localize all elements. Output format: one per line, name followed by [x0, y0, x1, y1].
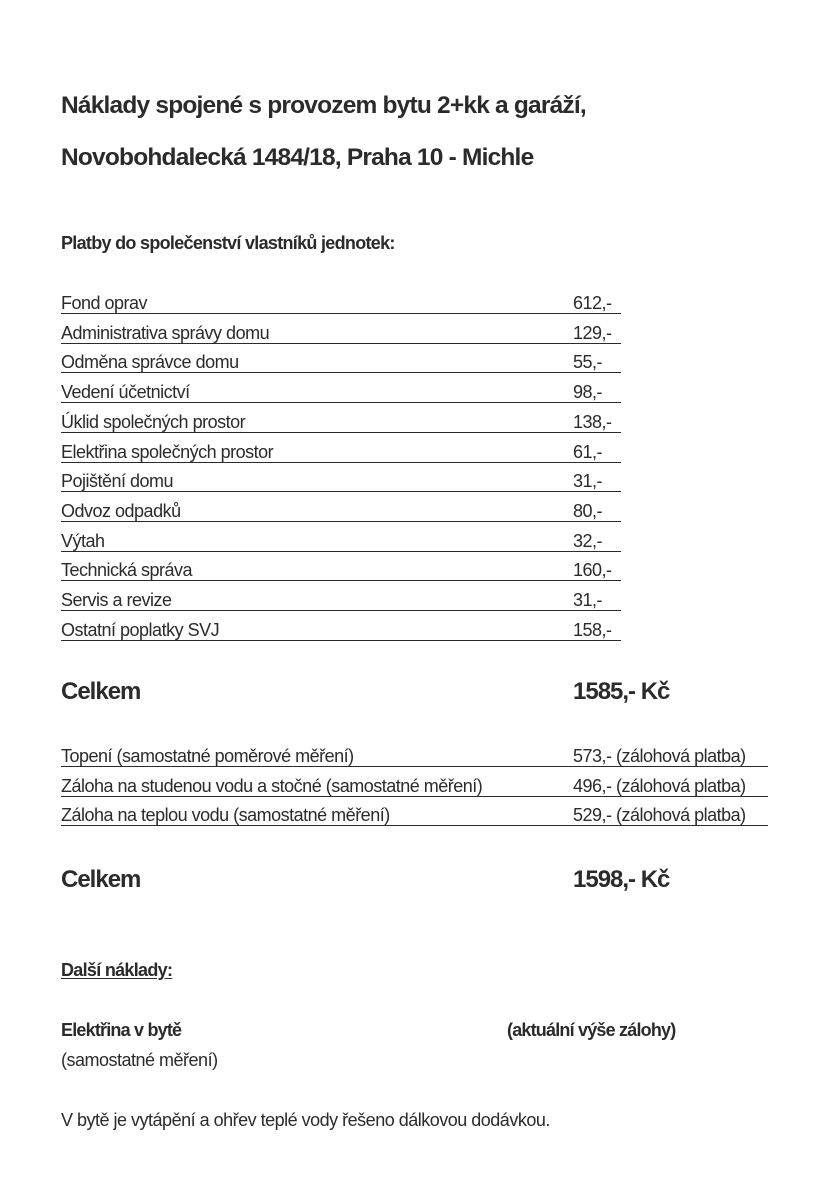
cost-row [61, 616, 621, 641]
utilities-total [61, 866, 670, 894]
cost-value: 160,- [573, 560, 612, 580]
cost-row [61, 348, 621, 373]
cost-label: Vedení účetnictví [61, 382, 190, 402]
cost-label: Technická správa [61, 560, 193, 580]
cost-value: 529,- (zálohová platba) [573, 805, 746, 825]
cost-label: Administrativa správy domu [61, 323, 270, 343]
cost-label: Úklid společných prostor [61, 412, 246, 432]
total-value: 1598,- Kč [573, 866, 670, 893]
cost-row [61, 408, 621, 433]
cost-label: Fond oprav [61, 293, 148, 313]
total-label: Celkem [61, 678, 141, 705]
cost-value: 612,- [573, 293, 612, 313]
cost-value: 496,- (zálohová platba) [573, 776, 746, 796]
cost-value: 573,- (zálohová platba) [573, 746, 746, 766]
cost-row [61, 586, 621, 611]
cost-value: 80,- [573, 501, 603, 521]
cost-value: 61,- [573, 442, 603, 462]
cost-row [61, 556, 621, 581]
electricity-note: (samostatné měření) [61, 1050, 218, 1070]
cost-value: 55,- [573, 352, 603, 372]
cost-value: 31,- [573, 471, 603, 491]
cost-label: Elektřina společných prostor [61, 442, 274, 462]
total-value: 1585,- Kč [573, 678, 670, 705]
cost-row [61, 527, 621, 552]
document-title-line-1: Náklady spojené s provozem bytu 2+kk a garáží, [61, 92, 586, 119]
total-label: Celkem [61, 866, 141, 893]
cost-row [61, 289, 621, 314]
cost-value: 138,- [573, 412, 612, 432]
cost-row [61, 467, 621, 492]
cost-label: Topení (samostatné poměrové měření) [61, 746, 354, 766]
cost-row [61, 742, 768, 767]
svj-section-heading: Platby do společenství vlastníků jednotek: [61, 233, 395, 253]
cost-row [61, 801, 768, 826]
cost-label: Výtah [61, 531, 105, 551]
cost-value: 32,- [573, 531, 603, 551]
cost-row [61, 319, 621, 344]
electricity-value: (aktuální výše zálohy) [507, 1020, 676, 1040]
cost-label: Odměna správce domu [61, 352, 239, 372]
electricity-label: Elektřina v bytě [61, 1020, 182, 1040]
cost-value: 98,- [573, 382, 603, 402]
cost-row [61, 497, 621, 522]
cost-label: Odvoz odpadků [61, 501, 181, 521]
svj-total [61, 678, 670, 706]
footer-note: V bytě je vytápění a ohřev teplé vody řešeno dálkovou dodávkou. [61, 1110, 550, 1130]
other-costs-heading: Další náklady: [61, 960, 173, 980]
cost-label: Servis a revize [61, 590, 172, 610]
cost-label: Ostatní poplatky SVJ [61, 620, 220, 640]
cost-value: 129,- [573, 323, 612, 343]
cost-label: Záloha na studenou vodu a stočné (samostatné měření) [61, 776, 483, 796]
cost-label: Pojištění domu [61, 471, 174, 491]
cost-row [61, 438, 621, 463]
cost-row [61, 772, 768, 797]
cost-value: 158,- [573, 620, 612, 640]
cost-row [61, 378, 621, 403]
cost-value: 31,- [573, 590, 603, 610]
document-title-line-2: Novobohdalecká 1484/18, Praha 10 - Michle [61, 144, 534, 171]
cost-label: Záloha na teplou vodu (samostatné měření) [61, 805, 390, 825]
